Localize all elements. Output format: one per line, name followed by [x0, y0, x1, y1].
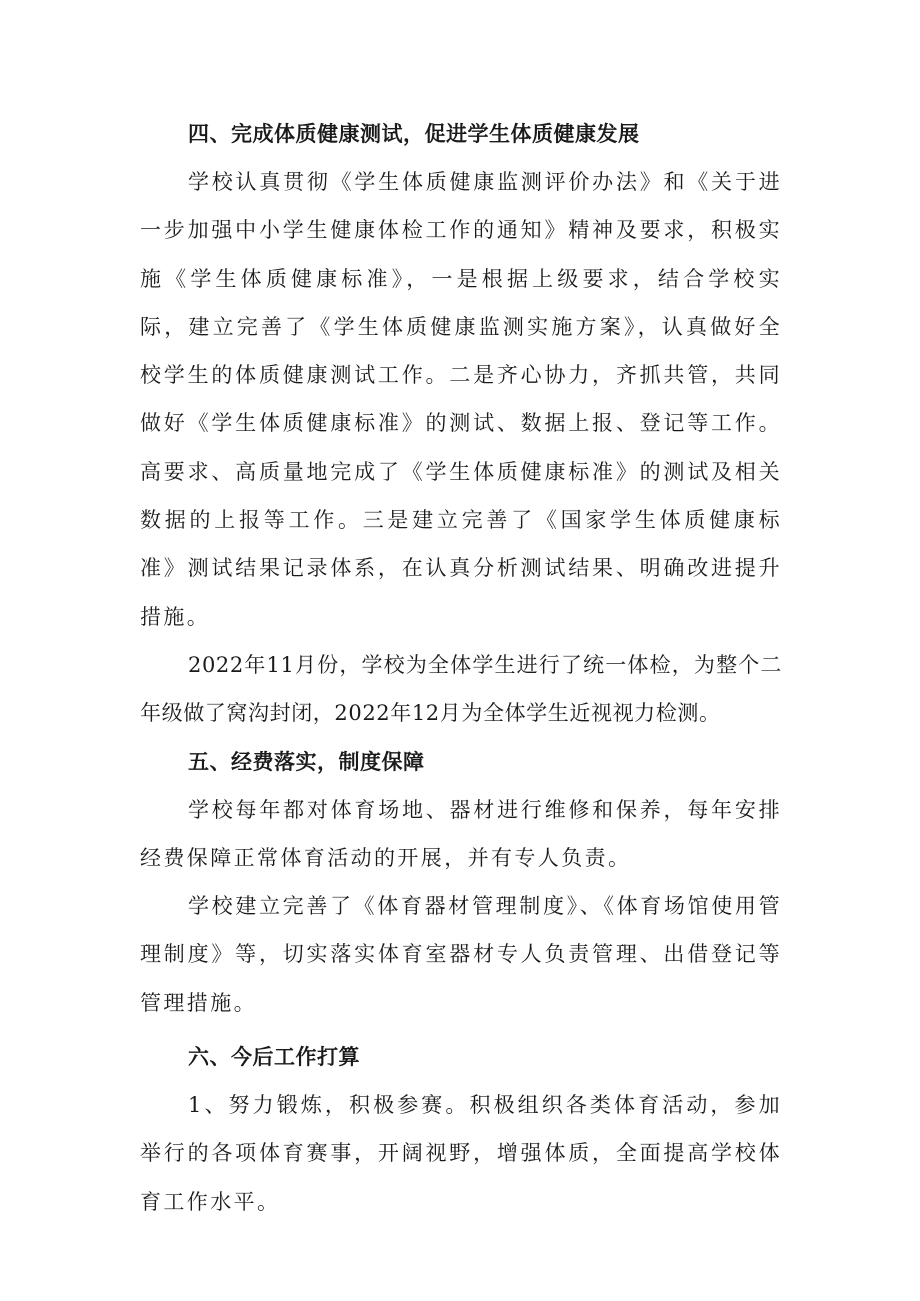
- paragraph-future-plan: 1、努力锻炼，积极参赛。积极组织各类体育活动，参加举行的各项体育赛事，开阔视野，增强体质，全面提高学校体育工作水平。: [140, 1093, 782, 1214]
- paragraph-rules: 学校建立完善了《体育器材管理制度》、《体育场馆使用管理制度》等，切实落实体育室器材专人负责管理、出借登记等管理措施。: [140, 894, 782, 1015]
- paragraph-health-check: 2022年11月份，学校为全体学生进行了统一体检，为整个二年级做了窝沟封闭，2022年12月为全体学生近视视力检测。: [140, 652, 782, 726]
- section-heading-6: 六、今后工作打算: [188, 1045, 360, 1070]
- paragraph-funding: 学校每年都对体育场地、器材进行维修和保养，每年安排经费保障正常体育活动的开展，并有专人负责。: [140, 797, 782, 870]
- section-heading-4: 四、完成体质健康测试，促进学生体质健康发展: [188, 122, 640, 146]
- paragraph-physical-test: 学校认真贯彻《学生体质健康监测评价办法》和《关于进一步加强中小学生健康体检工作的通知》精神及要求，积极实施《学生体质健康标准》，一是根据上级要求，结合学校实际，建立完善了《学生体质健康监测实施方案》，认真做好全校学生的体质健康测试工作。二是齐心协力，齐抓共管，共同做好《学生体质健康标准》的测试、数据上报、登记等工作。高要求、高质量地完成了《学生体质健康标准》的测试及相关数据的上报等工作。三是建立完善了《国家学生体质健康标准》测试结果记录体系，在认真分析测试结果、明确改进提升措施。: [140, 170, 782, 629]
- section-heading-5: 五、经费落实，制度保障: [188, 749, 425, 774]
- document-page: [140, 110, 782, 1226]
